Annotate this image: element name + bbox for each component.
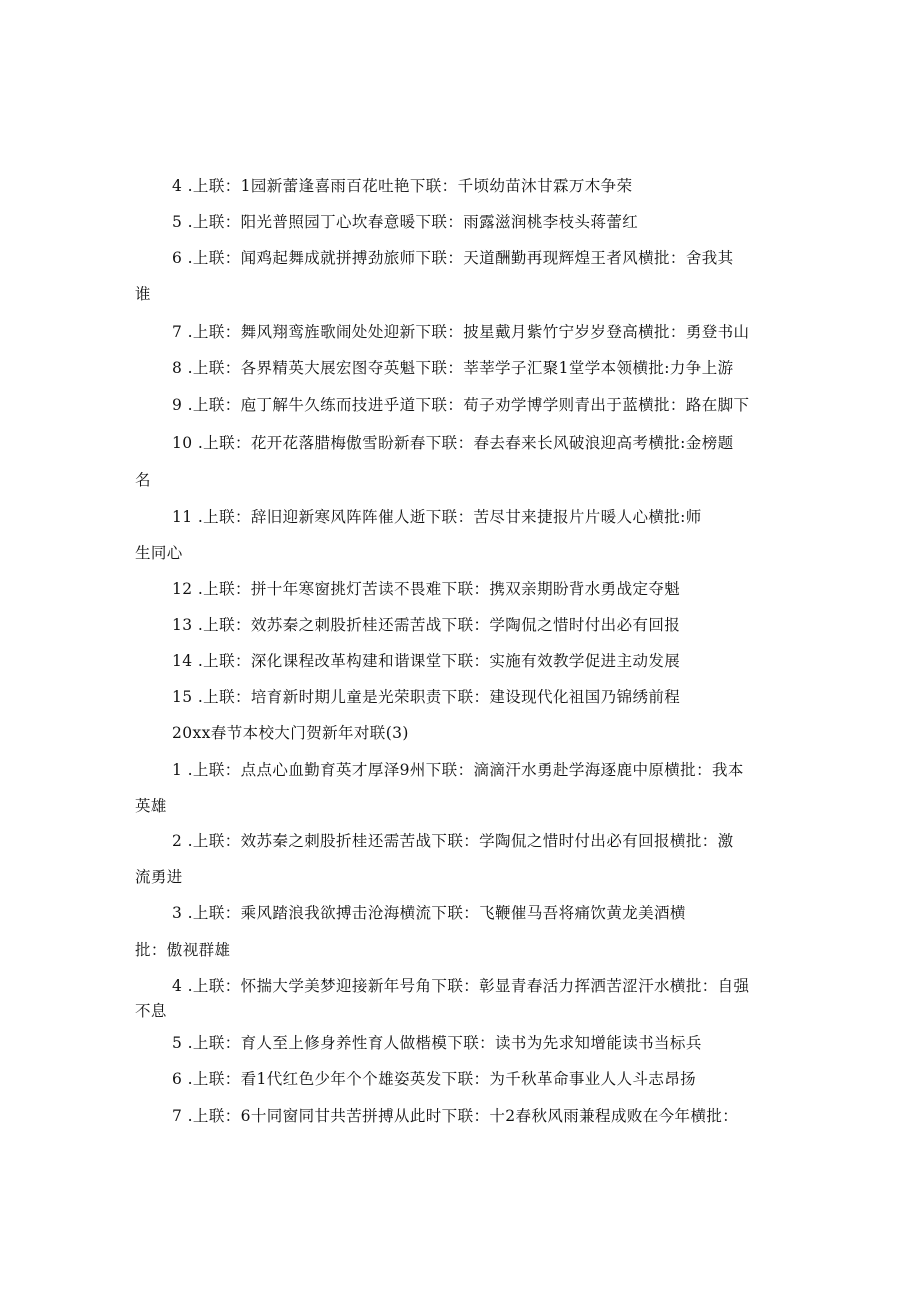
- text-line: 英雄: [135, 797, 167, 815]
- text-line: 4 .上联：1园新蕾逢喜雨百花吐艳下联：千顷幼苗沐甘霖万木争荣: [172, 177, 633, 195]
- text-line: 6 .上联：看1代红色少年个个雄姿英发下联：为千秋革命事业人人斗志昂扬: [172, 1070, 697, 1088]
- text-line: 1 .上联：点点心血勤育英才厚泽9州下联：滴滴汗水勇赴学海逐鹿中原横批：我本: [172, 761, 744, 779]
- text-line: 12 .上联：拼十年寒窗挑灯苦读不畏难下联：携双亲期盼背水勇战定夺魁: [172, 580, 681, 598]
- text-line: 8 .上联：各界精英大展宏图夺英魁下联：莘莘学子汇聚1堂学本领横批:力争上游: [172, 359, 734, 377]
- text-line: 4 .上联：怀揣大学美梦迎接新年号角下联：彰显青春活力挥洒苦涩汗水横批：自强: [172, 977, 750, 995]
- text-line: 谁: [135, 285, 151, 303]
- text-line: 流勇进: [135, 868, 183, 886]
- text-line: 5 .上联：育人至上修身养性育人做楷模下联：读书为先求知增能读书当标兵: [172, 1034, 702, 1052]
- text-line: 11 .上联：辞旧迎新寒风阵阵催人逝下联：苦尽甘来捷报片片暖人心横批:师: [172, 508, 702, 526]
- text-line: 3 .上联：乘风踏浪我欲搏击沧海横流下联：飞鞭催马吾将痛饮黄龙美酒横: [172, 904, 686, 922]
- text-line: 不息: [135, 1002, 167, 1020]
- text-line: 2 .上联：效苏秦之刺股折桂还需苦战下联：学陶侃之惜时付出必有回报横批：激: [172, 832, 734, 850]
- text-line: 15 .上联：培育新时期儿童是光荣职责下联：建设现代化祖国乃锦绣前程: [172, 688, 681, 706]
- text-line: 批：傲视群雄: [135, 941, 231, 959]
- text-line: 生同心: [135, 544, 183, 562]
- text-line: 7 .上联：6十同窗同甘共苦拼搏从此时下联：十2春秋风雨兼程成败在今年横批：: [172, 1107, 739, 1125]
- section-heading: 20xx春节本校大门贺新年对联(3): [172, 724, 409, 742]
- text-line: 7 .上联：舞风翔鸾旌歌闹处处迎新下联：披星戴月紫竹宁岁岁登高横批：勇登书山: [172, 323, 750, 341]
- text-line: 名: [135, 471, 151, 489]
- text-line: 5 .上联：阳光普照园丁心坎春意暖下联：雨露滋润桃李枝头蒋蕾红: [172, 213, 639, 231]
- text-line: 6 .上联：闻鸡起舞成就拼搏劲旅师下联：天道酬勤再现辉煌王者风横批：舍我其: [172, 249, 734, 267]
- text-line: 9 .上联：庖丁解牛久练而技进乎道下联：荀子劝学博学则青出于蓝横批：路在脚下: [172, 396, 750, 414]
- text-line: 13 .上联：效苏秦之刺股折桂还需苦战下联：学陶侃之惜时付出必有回报: [172, 616, 681, 634]
- text-line: 10 .上联：花开花落腊梅傲雪盼新春下联：春去春来长风破浪迎高考横批:金榜题: [172, 434, 734, 452]
- text-line: 14 .上联：深化课程改革构建和谐课堂下联：实施有效教学促进主动发展: [172, 652, 681, 670]
